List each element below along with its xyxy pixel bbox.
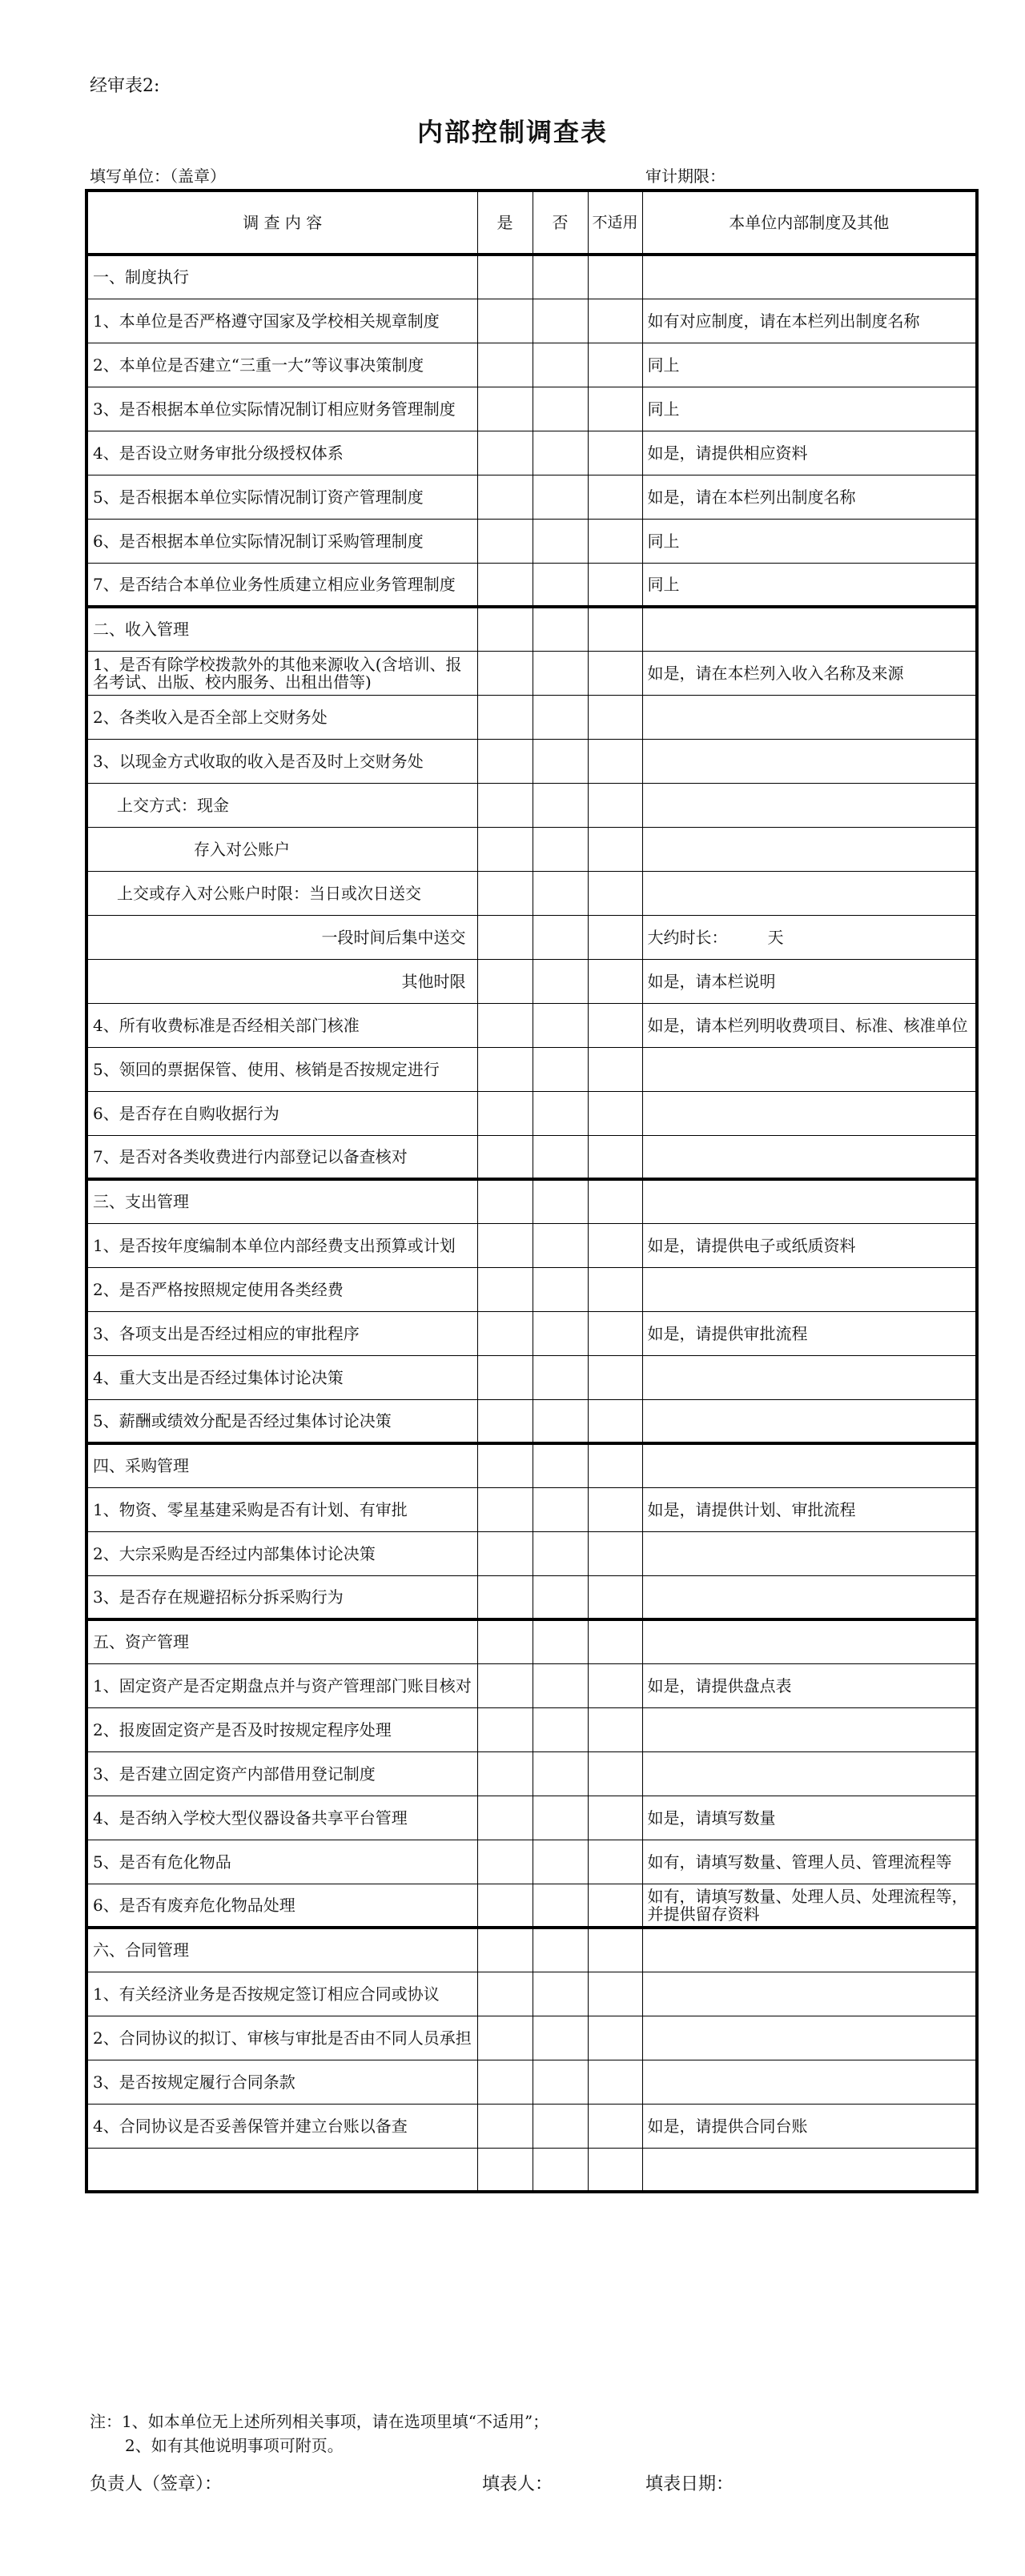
yes-cell[interactable]	[477, 1972, 533, 2016]
table-row	[86, 1751, 977, 1796]
survey-question: 3、各项支出是否经过相应的审批程序	[86, 1311, 477, 1355]
section-row	[86, 1619, 977, 1663]
table-row	[86, 1135, 977, 1179]
not-applicable-cell[interactable]	[588, 1047, 642, 1091]
internal-system-cell[interactable]: 如是，请提供相应资料	[642, 431, 977, 475]
internal-system-cell[interactable]	[642, 739, 977, 783]
not-applicable-cell[interactable]	[588, 1575, 642, 1619]
yes-cell[interactable]	[477, 1443, 533, 1487]
no-cell[interactable]	[533, 387, 588, 431]
note-1: 注：1、如本单位无上述所列相关事项，请在选项里填“不适用”；	[90, 2412, 549, 2431]
no-cell[interactable]	[533, 343, 588, 387]
table-row	[86, 1575, 977, 1619]
table-row	[86, 1796, 977, 1840]
yes-cell[interactable]	[477, 343, 533, 387]
not-applicable-cell[interactable]	[588, 2060, 642, 2104]
note-2: 2、如有其他说明事项可附页。	[125, 2436, 344, 2455]
internal-system-cell[interactable]	[642, 1972, 977, 2016]
not-applicable-cell[interactable]	[588, 1179, 642, 1223]
survey-question: 2、合同协议的拟订、审核与审批是否由不同人员承担	[86, 2016, 477, 2060]
yes-cell[interactable]	[477, 651, 533, 695]
not-applicable-cell[interactable]	[588, 475, 642, 519]
page-title: 内部控制调查表	[416, 117, 608, 147]
internal-system-cell[interactable]	[642, 2016, 977, 2060]
table-row	[86, 1840, 977, 1884]
not-applicable-cell[interactable]	[588, 695, 642, 739]
yes-cell[interactable]	[477, 1751, 533, 1796]
yes-cell[interactable]	[477, 1355, 533, 1399]
table-row	[86, 1223, 977, 1267]
survey-question: 存入对公账户	[86, 827, 477, 871]
yes-cell[interactable]	[477, 695, 533, 739]
yes-cell[interactable]	[477, 1399, 533, 1443]
no-cell[interactable]	[533, 299, 588, 343]
no-cell[interactable]	[533, 1928, 588, 1972]
internal-system-cell[interactable]: 同上	[642, 519, 977, 563]
not-applicable-cell[interactable]	[588, 1972, 642, 2016]
not-applicable-cell[interactable]	[588, 1091, 642, 1135]
table-row	[86, 871, 977, 915]
not-applicable-cell[interactable]	[588, 387, 642, 431]
yes-cell[interactable]	[477, 1135, 533, 1179]
internal-system-cell[interactable]	[642, 1355, 977, 1399]
no-cell[interactable]	[533, 475, 588, 519]
yes-cell[interactable]	[477, 871, 533, 915]
no-cell[interactable]	[533, 1751, 588, 1796]
no-cell[interactable]	[533, 651, 588, 695]
table-row	[86, 1884, 977, 1928]
no-cell[interactable]	[533, 1311, 588, 1355]
header-no: 否	[533, 191, 588, 255]
internal-system-cell[interactable]: 如是，请提供审批流程	[642, 1311, 977, 1355]
table-row	[86, 475, 977, 519]
internal-system-cell[interactable]	[642, 783, 977, 827]
yes-cell[interactable]	[477, 1531, 533, 1575]
internal-system-cell[interactable]: 如是，请提供合同台账	[642, 2104, 977, 2148]
survey-question: 6、是否存在自购收据行为	[86, 1091, 477, 1135]
survey-question: 1、有关经济业务是否按规定签订相应合同或协议	[86, 1972, 477, 2016]
internal-system-cell[interactable]: 如是，请在本栏列出制度名称	[642, 475, 977, 519]
survey-question: 5、薪酬或绩效分配是否经过集体讨论决策	[86, 1399, 477, 1443]
section-title: 一、制度执行	[86, 255, 477, 299]
not-applicable-cell[interactable]	[588, 871, 642, 915]
section-title: 六、合同管理	[86, 1928, 477, 1972]
not-applicable-cell[interactable]	[588, 1884, 642, 1928]
no-cell[interactable]	[533, 2060, 588, 2104]
not-applicable-cell[interactable]	[588, 651, 642, 695]
yes-cell[interactable]	[477, 1267, 533, 1311]
notes	[90, 2409, 549, 2458]
table-row	[86, 2016, 977, 2060]
internal-system-cell[interactable]	[642, 695, 977, 739]
table-row	[86, 1663, 977, 1707]
survey-question: 3、以现金方式收取的收入是否及时上交财务处	[86, 739, 477, 783]
section-row	[86, 1443, 977, 1487]
table-row	[86, 1355, 977, 1399]
no-cell[interactable]	[533, 1399, 588, 1443]
survey-question: 7、是否对各类收费进行内部登记以备查核对	[86, 1135, 477, 1179]
yes-cell[interactable]	[477, 2060, 533, 2104]
survey-question: 7、是否结合本单位业务性质建立相应业务管理制度	[86, 563, 477, 607]
yes-cell[interactable]	[477, 1179, 533, 1223]
no-cell[interactable]	[533, 1179, 588, 1223]
no-cell[interactable]	[533, 431, 588, 475]
audit-period-label: 审计期限：	[645, 167, 726, 186]
not-applicable-cell[interactable]	[588, 2016, 642, 2060]
header-not-applicable: 不适用	[588, 191, 642, 255]
survey-question: 一段时间后集中送交	[86, 915, 477, 959]
no-cell[interactable]	[533, 2148, 588, 2192]
yes-cell[interactable]	[477, 739, 533, 783]
section-row	[86, 1928, 977, 1972]
table-row	[86, 299, 977, 343]
internal-system-cell[interactable]: 如有对应制度，请在本栏列出制度名称	[642, 299, 977, 343]
no-cell[interactable]	[533, 1443, 588, 1487]
yes-cell[interactable]	[477, 1003, 533, 1047]
yes-cell[interactable]	[477, 387, 533, 431]
internal-system-cell[interactable]	[642, 255, 977, 299]
not-applicable-cell[interactable]	[588, 959, 642, 1003]
internal-system-cell[interactable]	[642, 1135, 977, 1179]
survey-question: 3、是否按规定履行合同条款	[86, 2060, 477, 2104]
survey-question: 2、本单位是否建立“三重一大”等议事决策制度	[86, 343, 477, 387]
yes-cell[interactable]	[477, 519, 533, 563]
yes-cell[interactable]	[477, 1663, 533, 1707]
internal-system-cell[interactable]	[642, 1751, 977, 1796]
section-row	[86, 255, 977, 299]
section-title: 三、支出管理	[86, 1179, 477, 1223]
yes-cell[interactable]	[477, 1311, 533, 1355]
internal-system-cell[interactable]: 如有，请填写数量、管理人员、管理流程等	[642, 1840, 977, 1884]
no-cell[interactable]	[533, 695, 588, 739]
yes-cell[interactable]	[477, 255, 533, 299]
not-applicable-cell[interactable]	[588, 827, 642, 871]
survey-question: 其他时限	[86, 959, 477, 1003]
no-cell[interactable]	[533, 1707, 588, 1751]
no-cell[interactable]	[533, 1003, 588, 1047]
table-row	[86, 695, 977, 739]
not-applicable-cell[interactable]	[588, 607, 642, 651]
table-row	[86, 783, 977, 827]
yes-cell[interactable]	[477, 299, 533, 343]
no-cell[interactable]	[533, 871, 588, 915]
table-row	[86, 1311, 977, 1355]
survey-question: 1、本单位是否严格遵守国家及学校相关规章制度	[86, 299, 477, 343]
yes-cell[interactable]	[477, 1619, 533, 1663]
not-applicable-cell[interactable]	[588, 1311, 642, 1355]
table-header-row	[86, 191, 977, 255]
header-yes: 是	[477, 191, 533, 255]
internal-system-cell[interactable]	[642, 1091, 977, 1135]
yes-cell[interactable]	[477, 783, 533, 827]
table-row	[86, 1047, 977, 1091]
table-row	[86, 2104, 977, 2148]
table-row	[86, 1399, 977, 1443]
no-cell[interactable]	[533, 1575, 588, 1619]
internal-system-cell[interactable]	[642, 1928, 977, 1972]
table-row	[86, 1487, 977, 1531]
internal-system-cell[interactable]	[642, 1443, 977, 1487]
no-cell[interactable]	[533, 1619, 588, 1663]
section-title: 五、资产管理	[86, 1619, 477, 1663]
internal-system-cell[interactable]: 如是，请提供电子或纸质资料	[642, 1223, 977, 1267]
not-applicable-cell[interactable]	[588, 783, 642, 827]
table-row	[86, 343, 977, 387]
internal-system-cell[interactable]	[642, 607, 977, 651]
internal-system-cell[interactable]: 如是，请本栏列明收费项目、标准、核准单位	[642, 1003, 977, 1047]
table-row	[86, 387, 977, 431]
no-cell[interactable]	[533, 255, 588, 299]
table-row	[86, 519, 977, 563]
internal-system-cell[interactable]	[642, 1179, 977, 1223]
yes-cell[interactable]	[477, 431, 533, 475]
survey-question: 1、是否按年度编制本单位内部经费支出预算或计划	[86, 1223, 477, 1267]
internal-system-cell[interactable]	[642, 1047, 977, 1091]
yes-cell[interactable]	[477, 2016, 533, 2060]
yes-cell[interactable]	[477, 475, 533, 519]
table-row	[86, 1267, 977, 1311]
section-title: 二、收入管理	[86, 607, 477, 651]
not-applicable-cell[interactable]	[588, 739, 642, 783]
no-cell[interactable]	[533, 1840, 588, 1884]
not-applicable-cell[interactable]	[588, 1267, 642, 1311]
no-cell[interactable]	[533, 1972, 588, 2016]
table-row	[86, 2060, 977, 2104]
yes-cell[interactable]	[477, 563, 533, 607]
yes-cell[interactable]	[477, 1796, 533, 1840]
yes-cell[interactable]	[477, 915, 533, 959]
not-applicable-cell[interactable]	[588, 1355, 642, 1399]
not-applicable-cell[interactable]	[588, 915, 642, 959]
internal-system-cell[interactable]: 大约时长： 天	[642, 915, 977, 959]
internal-system-cell[interactable]: 如有，请填写数量、处理人员、处理流程等，并提供留存资料	[642, 1884, 977, 1928]
table-row	[86, 1531, 977, 1575]
yes-cell[interactable]	[477, 1487, 533, 1531]
table-row	[86, 915, 977, 959]
header-content: 调 查 内 容	[86, 191, 477, 255]
survey-question: 2、各类收入是否全部上交财务处	[86, 695, 477, 739]
not-applicable-cell[interactable]	[588, 1928, 642, 1972]
internal-system-cell[interactable]	[642, 2060, 977, 2104]
survey-question	[86, 2148, 477, 2192]
yes-cell[interactable]	[477, 1884, 533, 1928]
section-row	[86, 607, 977, 651]
filler-label: 填表人：	[482, 2474, 553, 2494]
internal-system-cell[interactable]: 如是，请提供盘点表	[642, 1663, 977, 1707]
yes-cell[interactable]	[477, 1840, 533, 1884]
survey-question: 6、是否有废弃危化物品处理	[86, 1884, 477, 1928]
survey-question: 3、是否根据本单位实际情况制订相应财务管理制度	[86, 387, 477, 431]
internal-system-cell[interactable]	[642, 1707, 977, 1751]
table-row	[86, 959, 977, 1003]
not-applicable-cell[interactable]	[588, 563, 642, 607]
not-applicable-cell[interactable]	[588, 431, 642, 475]
internal-system-cell[interactable]	[642, 1267, 977, 1311]
no-cell[interactable]	[533, 1884, 588, 1928]
table-row	[86, 563, 977, 607]
survey-question: 5、是否根据本单位实际情况制订资产管理制度	[86, 475, 477, 519]
survey-question: 2、报废固定资产是否及时按规定程序处理	[86, 1707, 477, 1751]
survey-question: 5、领回的票据保管、使用、核销是否按规定进行	[86, 1047, 477, 1091]
no-cell[interactable]	[533, 1135, 588, 1179]
no-cell[interactable]	[533, 607, 588, 651]
not-applicable-cell[interactable]	[588, 1619, 642, 1663]
internal-system-cell[interactable]: 同上	[642, 343, 977, 387]
no-cell[interactable]	[533, 519, 588, 563]
survey-question: 4、合同协议是否妥善保管并建立台账以备查	[86, 2104, 477, 2148]
unit-label: 填写单位：（盖章）	[90, 167, 226, 186]
survey-table	[85, 189, 979, 2193]
no-cell[interactable]	[533, 1047, 588, 1091]
not-applicable-cell[interactable]	[588, 1399, 642, 1443]
not-applicable-cell[interactable]	[588, 1796, 642, 1840]
table-row	[86, 1091, 977, 1135]
survey-question: 3、是否存在规避招标分拆采购行为	[86, 1575, 477, 1619]
no-cell[interactable]	[533, 1355, 588, 1399]
yes-cell[interactable]	[477, 1091, 533, 1135]
no-cell[interactable]	[533, 827, 588, 871]
survey-question: 上交方式：现金	[86, 783, 477, 827]
no-cell[interactable]	[533, 1531, 588, 1575]
table-row	[86, 1003, 977, 1047]
internal-system-cell[interactable]	[642, 871, 977, 915]
no-cell[interactable]	[533, 1223, 588, 1267]
internal-system-cell[interactable]: 如是，请填写数量	[642, 1796, 977, 1840]
internal-system-cell[interactable]: 同上	[642, 563, 977, 607]
not-applicable-cell[interactable]	[588, 1840, 642, 1884]
internal-system-cell[interactable]	[642, 1399, 977, 1443]
not-applicable-cell[interactable]	[588, 2104, 642, 2148]
survey-question: 1、物资、零星基建采购是否有计划、有审批	[86, 1487, 477, 1531]
internal-system-cell[interactable]	[642, 1575, 977, 1619]
survey-question: 1、固定资产是否定期盘点并与资产管理部门账目核对	[86, 1663, 477, 1707]
no-cell[interactable]	[533, 1091, 588, 1135]
no-cell[interactable]	[533, 1267, 588, 1311]
survey-question: 3、是否建立固定资产内部借用登记制度	[86, 1751, 477, 1796]
survey-question: 6、是否根据本单位实际情况制订采购管理制度	[86, 519, 477, 563]
no-cell[interactable]	[533, 783, 588, 827]
yes-cell[interactable]	[477, 1575, 533, 1619]
yes-cell[interactable]	[477, 2148, 533, 2192]
table-row	[86, 651, 977, 695]
survey-question: 4、所有收费标准是否经相关部门核准	[86, 1003, 477, 1047]
not-applicable-cell[interactable]	[588, 1707, 642, 1751]
not-applicable-cell[interactable]	[588, 1443, 642, 1487]
not-applicable-cell[interactable]	[588, 1223, 642, 1267]
yes-cell[interactable]	[477, 827, 533, 871]
yes-cell[interactable]	[477, 2104, 533, 2148]
yes-cell[interactable]	[477, 1047, 533, 1091]
no-cell[interactable]	[533, 2016, 588, 2060]
yes-cell[interactable]	[477, 1707, 533, 1751]
table-row	[86, 827, 977, 871]
not-applicable-cell[interactable]	[588, 1751, 642, 1796]
table-row	[86, 1707, 977, 1751]
yes-cell[interactable]	[477, 959, 533, 1003]
not-applicable-cell[interactable]	[588, 1487, 642, 1531]
table-row	[86, 2148, 977, 2192]
responsible-signature-label: 负责人（签章）：	[90, 2474, 223, 2494]
internal-system-cell[interactable]: 如是，请本栏说明	[642, 959, 977, 1003]
form-code: 经审表2:	[90, 76, 160, 96]
yes-cell[interactable]	[477, 1928, 533, 1972]
internal-system-cell[interactable]: 如是，请提供计划、审批流程	[642, 1487, 977, 1531]
not-applicable-cell[interactable]	[588, 2148, 642, 2192]
survey-question: 5、是否有危化物品	[86, 1840, 477, 1884]
survey-question: 2、大宗采购是否经过内部集体讨论决策	[86, 1531, 477, 1575]
fill-date-label: 填表日期：	[645, 2474, 734, 2494]
internal-system-cell[interactable]	[642, 2148, 977, 2192]
internal-system-cell[interactable]: 同上	[642, 387, 977, 431]
internal-system-cell[interactable]	[642, 1531, 977, 1575]
not-applicable-cell[interactable]	[588, 299, 642, 343]
internal-system-cell[interactable]	[642, 827, 977, 871]
not-applicable-cell[interactable]	[588, 519, 642, 563]
no-cell[interactable]	[533, 915, 588, 959]
not-applicable-cell[interactable]	[588, 1003, 642, 1047]
survey-question: 4、是否设立财务审批分级授权体系	[86, 431, 477, 475]
yes-cell[interactable]	[477, 607, 533, 651]
section-row	[86, 1179, 977, 1223]
not-applicable-cell[interactable]	[588, 255, 642, 299]
survey-question: 1、是否有除学校拨款外的其他来源收入(含培训、报名考试、出版、校内服务、出租出借等)	[86, 651, 477, 695]
not-applicable-cell[interactable]	[588, 343, 642, 387]
table-row	[86, 739, 977, 783]
survey-question: 上交或存入对公账户时限：当日或次日送交	[86, 871, 477, 915]
yes-cell[interactable]	[477, 1223, 533, 1267]
internal-system-cell[interactable]: 如是，请在本栏列入收入名称及来源	[642, 651, 977, 695]
no-cell[interactable]	[533, 1487, 588, 1531]
no-cell[interactable]	[533, 563, 588, 607]
no-cell[interactable]	[533, 1796, 588, 1840]
survey-question: 4、是否纳入学校大型仪器设备共享平台管理	[86, 1796, 477, 1840]
no-cell[interactable]	[533, 739, 588, 783]
not-applicable-cell[interactable]	[588, 1135, 642, 1179]
no-cell[interactable]	[533, 1663, 588, 1707]
no-cell[interactable]	[533, 2104, 588, 2148]
table-row	[86, 1972, 977, 2016]
table-row	[86, 431, 977, 475]
not-applicable-cell[interactable]	[588, 1663, 642, 1707]
survey-question: 2、是否严格按照规定使用各类经费	[86, 1267, 477, 1311]
not-applicable-cell[interactable]	[588, 1531, 642, 1575]
survey-question: 4、重大支出是否经过集体讨论决策	[86, 1355, 477, 1399]
no-cell[interactable]	[533, 959, 588, 1003]
internal-system-cell[interactable]	[642, 1619, 977, 1663]
header-internal-system: 本单位内部制度及其他	[642, 191, 977, 255]
section-title: 四、采购管理	[86, 1443, 477, 1487]
